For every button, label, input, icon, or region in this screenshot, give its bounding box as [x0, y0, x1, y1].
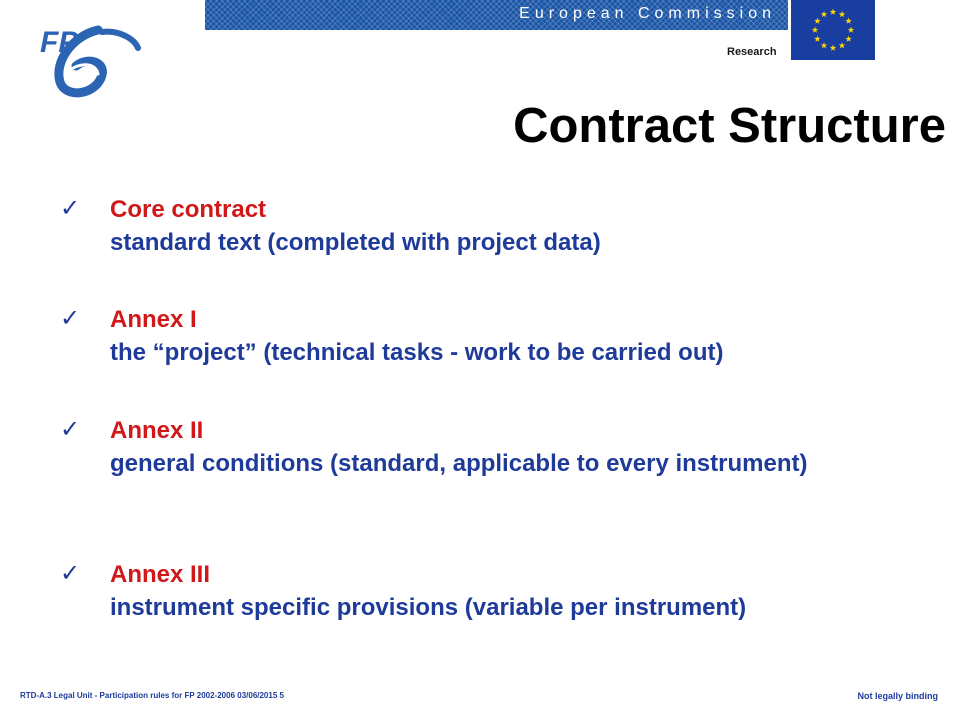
- bullet-heading: Annex I: [110, 306, 197, 333]
- slide-title: Contract Structure: [513, 99, 946, 153]
- svg-text:FP: FP: [40, 26, 79, 59]
- bullet-description: general conditions (standard, applicable to every instrument): [110, 450, 808, 477]
- bullet-heading: Core contract: [110, 196, 267, 223]
- bullet-heading: Annex II: [110, 417, 204, 444]
- bullet-description: the “project” (technical tasks - work to be carried out): [110, 339, 724, 366]
- department-label: Research: [727, 46, 777, 58]
- footer-info: RTD-A.3 Legal Unit - Participation rules for FP 2002-2006 03/06/2015 5: [20, 691, 284, 700]
- header-banner: [205, 0, 788, 30]
- eu-flag-icon: [791, 0, 875, 60]
- bullet-description: standard text (completed with project data): [110, 229, 601, 256]
- checkmark-icon: ✓: [60, 415, 81, 443]
- checkmark-icon: ✓: [60, 559, 81, 587]
- bullet-heading: Annex III: [110, 561, 211, 588]
- checkmark-icon: ✓: [60, 194, 81, 222]
- checkmark-icon: ✓: [60, 304, 81, 332]
- footer-disclaimer: Not legally binding: [857, 691, 938, 701]
- bullet-description: instrument specific provisions (variable per instrument): [110, 594, 747, 621]
- banner-title: European Commission: [519, 5, 776, 22]
- fp6-logo-icon: [38, 22, 142, 100]
